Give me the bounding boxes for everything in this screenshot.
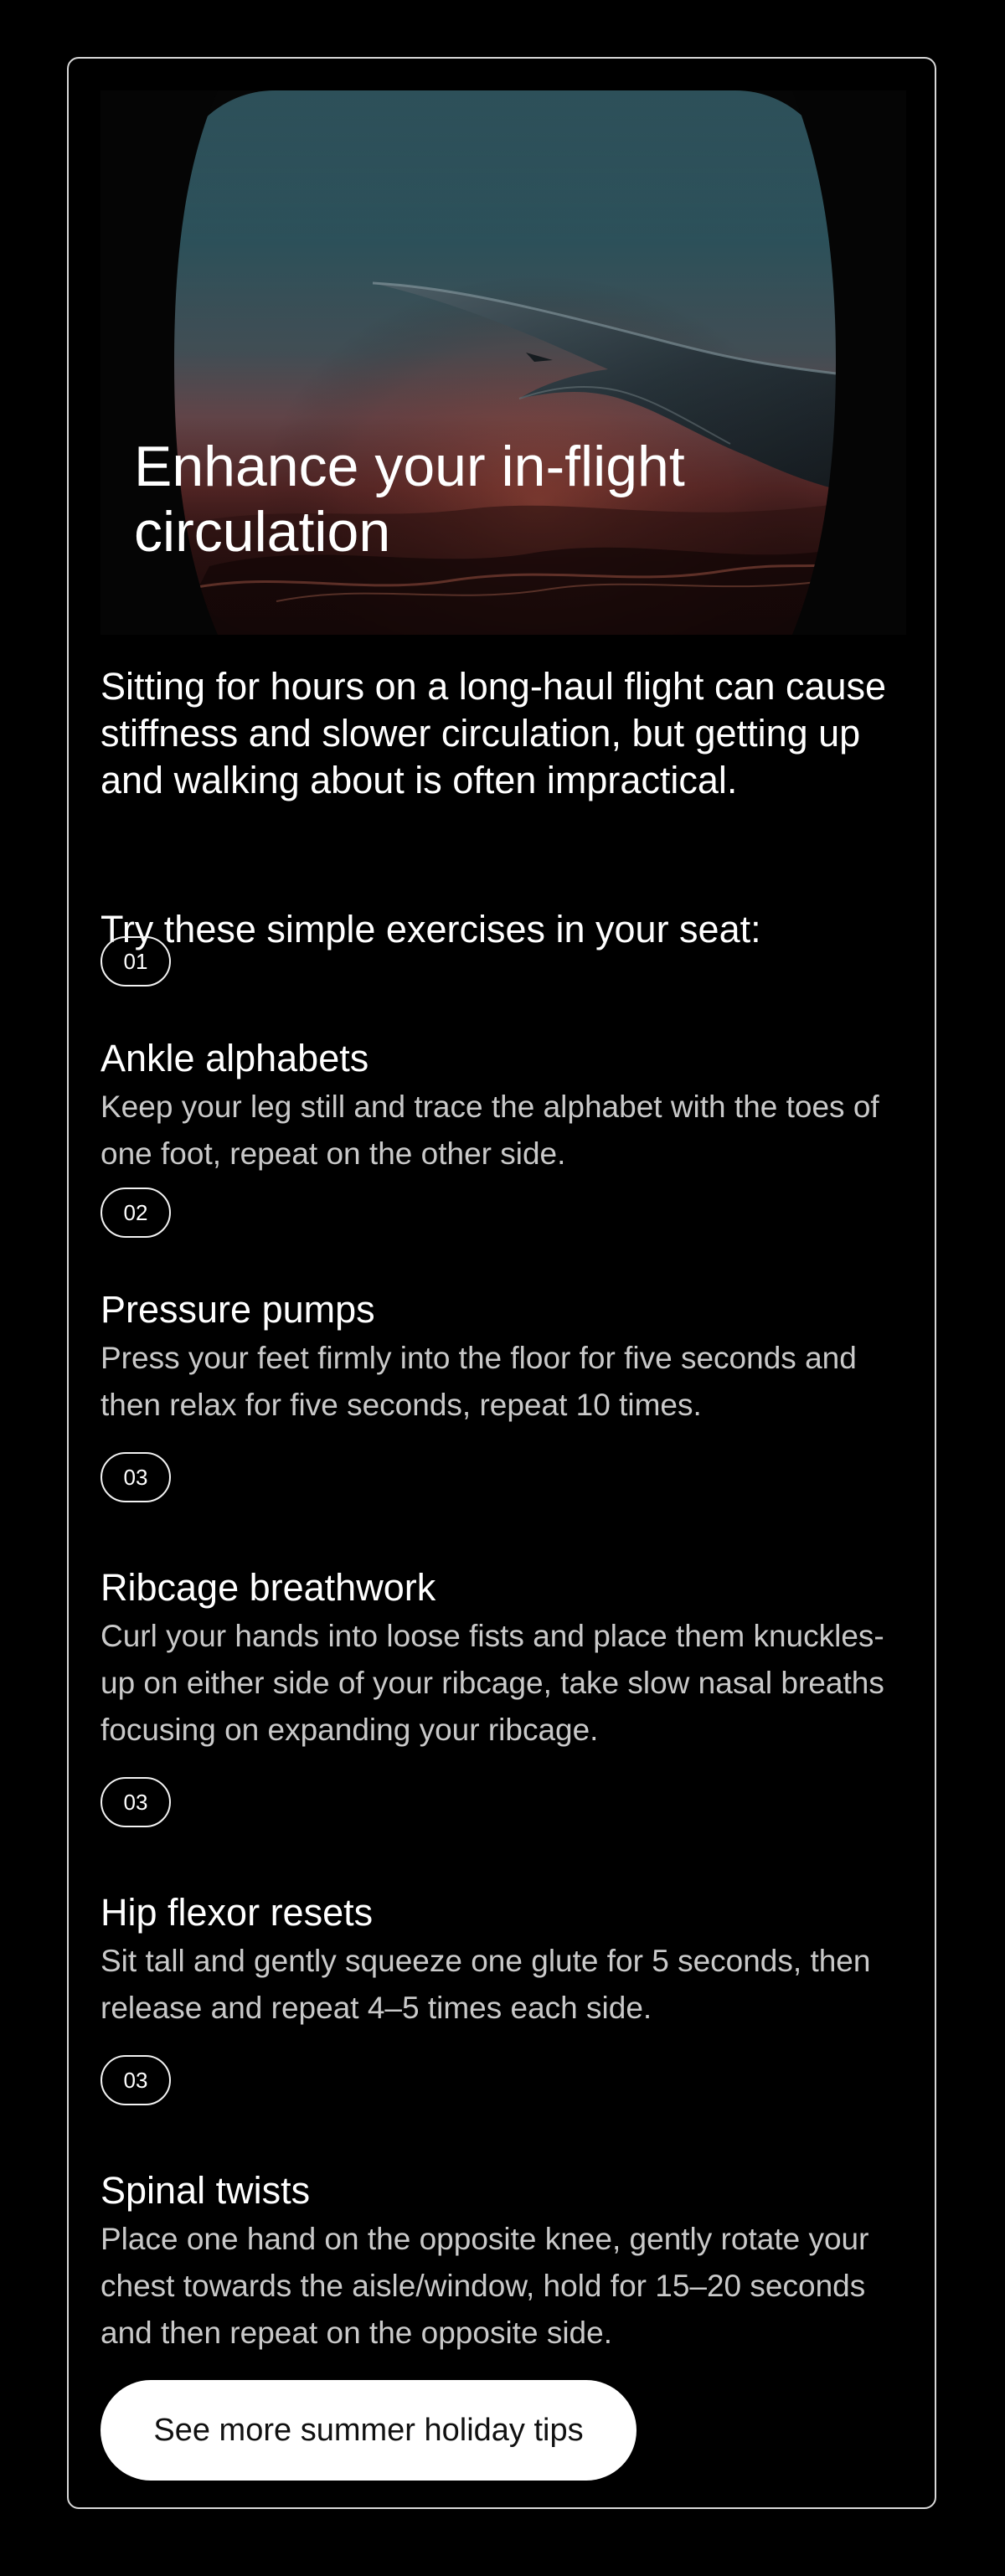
exercise-title: Spinal twists [100, 2169, 311, 2212]
exercise-lead-text: Try these simple exercises in your seat: [100, 908, 761, 951]
more-summer-holiday-tips-button[interactable]: See more summer holiday tips [100, 2380, 636, 2481]
exercise-description: Place one hand on the opposite knee, gently rotate your chest towards the aisle/window, hold for 15–20 seconds and then repeat on the opposite side. [100, 2222, 869, 2350]
hero-image [100, 90, 906, 635]
intro-paragraph: Sitting for hours on a long-haul flight can cause stiffness and slower circulation, but getting up and walking about is often impractical. [100, 665, 887, 801]
exercise-description: Sit tall and gently squeeze one glute for 5 seconds, then release and repeat 4–5 times each side. [100, 1944, 871, 2025]
exercise-description: Press your feet firmly into the floor for five seconds and then relax for five seconds, repeat 10 times. [100, 1341, 857, 1422]
exercise-title: Pressure pumps [100, 1288, 375, 1331]
page-title: Enhance your in-flight circulation [134, 435, 685, 564]
article-card [67, 57, 936, 2509]
exercise-description: Keep your leg still and trace the alphabet with the toes of one foot, repeat on the other side. [100, 1090, 879, 1171]
exercise-description: Curl your hands into loose fists and place them knuckles-up on either side of your ribcage, take slow nasal breaths focusing on expanding your ribcage. [100, 1619, 884, 1747]
exercise-number-badge: 01 [100, 936, 171, 987]
exercise-number-badge: 03 [100, 1777, 171, 1827]
exercise-number-badge: 02 [100, 1188, 171, 1238]
exercise-number-badge: 03 [100, 2055, 171, 2105]
exercise-title: Ribcage breathwork [100, 1566, 436, 1609]
exercise-number-badge: 03 [100, 1452, 171, 1502]
exercise-title: Ankle alphabets [100, 1037, 369, 1079]
exercise-title: Hip flexor resets [100, 1891, 374, 1934]
